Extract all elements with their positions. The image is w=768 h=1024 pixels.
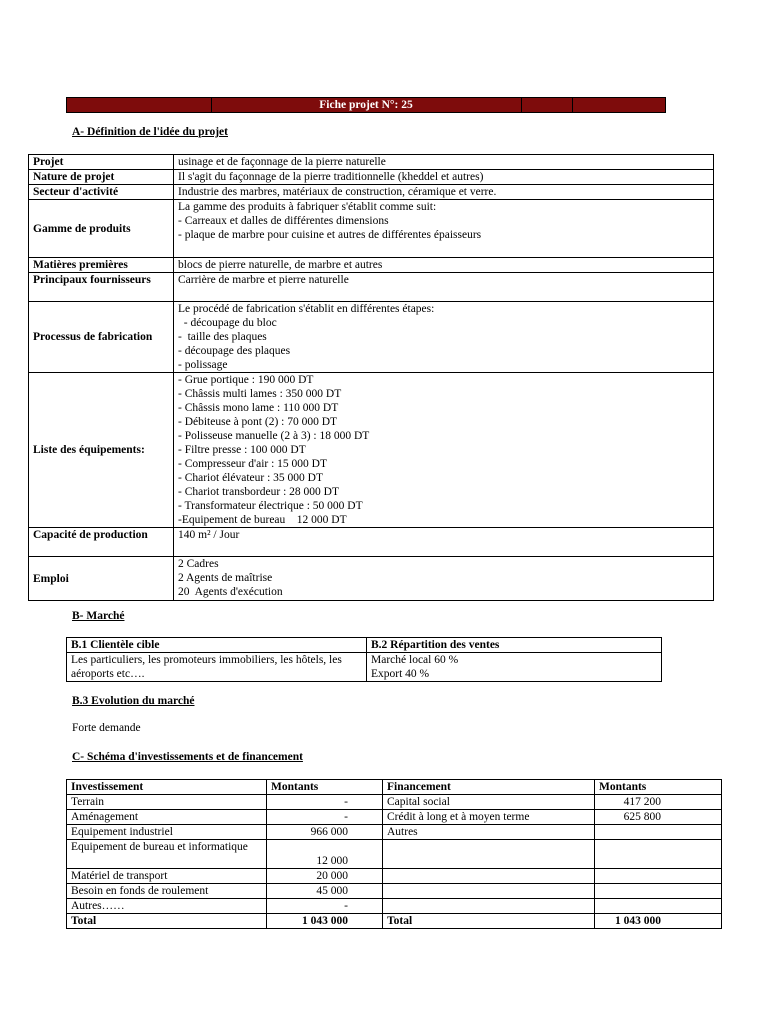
col-header-montants: Montants bbox=[595, 780, 722, 795]
row-label-equipements: Liste des équipements: bbox=[29, 373, 174, 528]
text-line: Le procédé de fabrication s'établit en différentes étapes: bbox=[178, 303, 435, 315]
table-row bbox=[67, 795, 722, 810]
inv-amount: 966 000 bbox=[267, 825, 383, 840]
fin-label bbox=[383, 884, 595, 899]
text-line: - Grue portique : 190 000 DT bbox=[178, 374, 314, 386]
text-line: - taille des plaques bbox=[178, 331, 267, 343]
text-line: - Carreaux et dalles de différentes dimensions bbox=[178, 215, 389, 227]
row-value-equipements bbox=[174, 373, 714, 528]
text-line: - Châssis mono lame : 110 000 DT bbox=[178, 402, 339, 414]
row-value-secteur: Industrie des marbres, matériaux de construction, céramique et verre. bbox=[174, 185, 714, 200]
table-row bbox=[67, 899, 722, 914]
section-a-title: A- Définition de l'idée du projet bbox=[72, 126, 228, 138]
text-line: Marché local 60 % bbox=[371, 654, 459, 666]
table-row bbox=[29, 200, 714, 258]
text-line: - polissage bbox=[178, 359, 228, 371]
b1-text: Les particuliers, les promoteurs immobiliers, les hôtels, les aéroports etc…. bbox=[67, 653, 367, 682]
total-fin-amount: 1 043 000 bbox=[595, 914, 722, 929]
table-row bbox=[29, 170, 714, 185]
table-total-row bbox=[67, 914, 722, 929]
text-line: - Compresseur d'air : 15 000 DT bbox=[178, 458, 327, 470]
text-line: - Filtre presse : 100 000 DT bbox=[178, 444, 306, 456]
table-row bbox=[29, 302, 714, 373]
table-row bbox=[67, 638, 662, 653]
inv-amount: - bbox=[267, 810, 383, 825]
text-line: Export 40 % bbox=[371, 668, 430, 680]
col-header-montants: Montants bbox=[267, 780, 383, 795]
row-label-fournisseurs: Principaux fournisseurs bbox=[29, 273, 174, 302]
fin-amount bbox=[595, 840, 722, 869]
col-header-financement: Financement bbox=[383, 780, 595, 795]
text-line: - Châssis multi lames : 350 000 DT bbox=[178, 388, 342, 400]
row-value-emploi bbox=[174, 557, 714, 601]
inv-amount: - bbox=[267, 795, 383, 810]
row-label-projet: Projet bbox=[29, 155, 174, 170]
table-row bbox=[67, 653, 662, 682]
row-label-matieres: Matières premières bbox=[29, 258, 174, 273]
section-b-title: B- Marché bbox=[72, 610, 125, 622]
b1-header: B.1 Clientèle cible bbox=[67, 638, 367, 653]
fin-label bbox=[383, 899, 595, 914]
text-line: 2 Cadres bbox=[178, 558, 219, 570]
fin-label: Capital social bbox=[383, 795, 595, 810]
text-line: - Débiteuse à pont (2) : 70 000 DT bbox=[178, 416, 338, 428]
text-line: - Polisseuse manuelle (2 à 3) : 18 000 DT bbox=[178, 430, 370, 442]
fin-label bbox=[383, 869, 595, 884]
row-value-nature: Il s'agit du façonnage de la pierre traditionnelle (kheddel et autres) bbox=[174, 170, 714, 185]
inv-label: Terrain bbox=[67, 795, 267, 810]
row-value-processus bbox=[174, 302, 714, 373]
b2-header: B.2 Répartition des ventes bbox=[367, 638, 662, 653]
row-value-projet: usinage et de façonnage de la pierre naturelle bbox=[174, 155, 714, 170]
total-label: Total bbox=[67, 914, 267, 929]
fiche-title: Fiche projet N°: 25 bbox=[319, 99, 413, 111]
inv-label: Equipement de bureau et informatique bbox=[67, 840, 267, 869]
row-label-gamme: Gamme de produits bbox=[29, 200, 174, 258]
inv-label: Autres…… bbox=[67, 899, 267, 914]
inv-amount: 45 000 bbox=[267, 884, 383, 899]
table-row bbox=[29, 273, 714, 302]
col-header-investissement: Investissement bbox=[67, 780, 267, 795]
inv-label: Equipement industriel bbox=[67, 825, 267, 840]
inv-label: Besoin en fonds de roulement bbox=[67, 884, 267, 899]
inv-amount: 12 000 bbox=[267, 840, 383, 869]
fin-label bbox=[383, 840, 595, 869]
fin-amount bbox=[595, 899, 722, 914]
table-row bbox=[29, 373, 714, 528]
inv-label: Matériel de transport bbox=[67, 869, 267, 884]
fin-amount: 625 800 bbox=[595, 810, 722, 825]
fin-amount bbox=[595, 884, 722, 899]
row-label-secteur: Secteur d'activité bbox=[29, 185, 174, 200]
fiche-header-bar bbox=[66, 97, 666, 113]
inv-amount: - bbox=[267, 899, 383, 914]
table-row bbox=[67, 825, 722, 840]
b2-values bbox=[367, 653, 662, 682]
text-line: - Chariot transbordeur : 28 000 DT bbox=[178, 486, 339, 498]
row-label-processus: Processus de fabrication bbox=[29, 302, 174, 373]
b3-text: Forte demande bbox=[72, 722, 141, 734]
text-line: 2 Agents de maîtrise bbox=[178, 572, 273, 584]
table-row bbox=[67, 840, 722, 869]
table-row bbox=[67, 884, 722, 899]
row-value-matieres: blocs de pierre naturelle, de marbre et autres bbox=[174, 258, 714, 273]
b3-title: B.3 Evolution du marché bbox=[72, 695, 195, 707]
inv-amount: 20 000 bbox=[267, 869, 383, 884]
text-line: - plaque de marbre pour cuisine et autres de différentes épaisseurs bbox=[178, 229, 482, 241]
row-value-capacite: 140 m² / Jour bbox=[174, 528, 714, 557]
text-line: - découpage du bloc bbox=[178, 317, 277, 329]
table-row bbox=[29, 155, 714, 170]
table-row bbox=[67, 810, 722, 825]
row-label-nature: Nature de projet bbox=[29, 170, 174, 185]
fin-label: Crédit à long et à moyen terme bbox=[383, 810, 595, 825]
table-row bbox=[29, 528, 714, 557]
section-c-title: C- Schéma d'investissements et de financement bbox=[72, 751, 303, 763]
row-value-fournisseurs: Carrière de marbre et pierre naturelle bbox=[174, 273, 714, 302]
table-row bbox=[29, 185, 714, 200]
text-line: -Equipement de bureau 12 000 DT bbox=[178, 514, 347, 526]
total-label: Total bbox=[383, 914, 595, 929]
fin-amount bbox=[595, 825, 722, 840]
table-header-row bbox=[67, 780, 722, 795]
text-line: - découpage des plaques bbox=[178, 345, 291, 357]
market-table bbox=[66, 637, 662, 682]
row-value-gamme bbox=[174, 200, 714, 258]
row-label-emploi: Emploi bbox=[29, 557, 174, 601]
investment-table bbox=[66, 779, 722, 929]
project-definition-table bbox=[28, 154, 714, 601]
table-row bbox=[67, 869, 722, 884]
text-line: - Transformateur électrique : 50 000 DT bbox=[178, 500, 363, 512]
table-row bbox=[29, 258, 714, 273]
total-inv-amount: 1 043 000 bbox=[267, 914, 383, 929]
inv-label: Aménagement bbox=[67, 810, 267, 825]
fin-amount: 417 200 bbox=[595, 795, 722, 810]
text-line: La gamme des produits à fabriquer s'établit comme suit: bbox=[178, 201, 437, 213]
table-row bbox=[29, 557, 714, 601]
text-line: 20 Agents d'exécution bbox=[178, 586, 283, 598]
fin-label: Autres bbox=[383, 825, 595, 840]
fin-amount bbox=[595, 869, 722, 884]
text-line: - Chariot élévateur : 35 000 DT bbox=[178, 472, 323, 484]
row-label-capacite: Capacité de production bbox=[29, 528, 174, 557]
